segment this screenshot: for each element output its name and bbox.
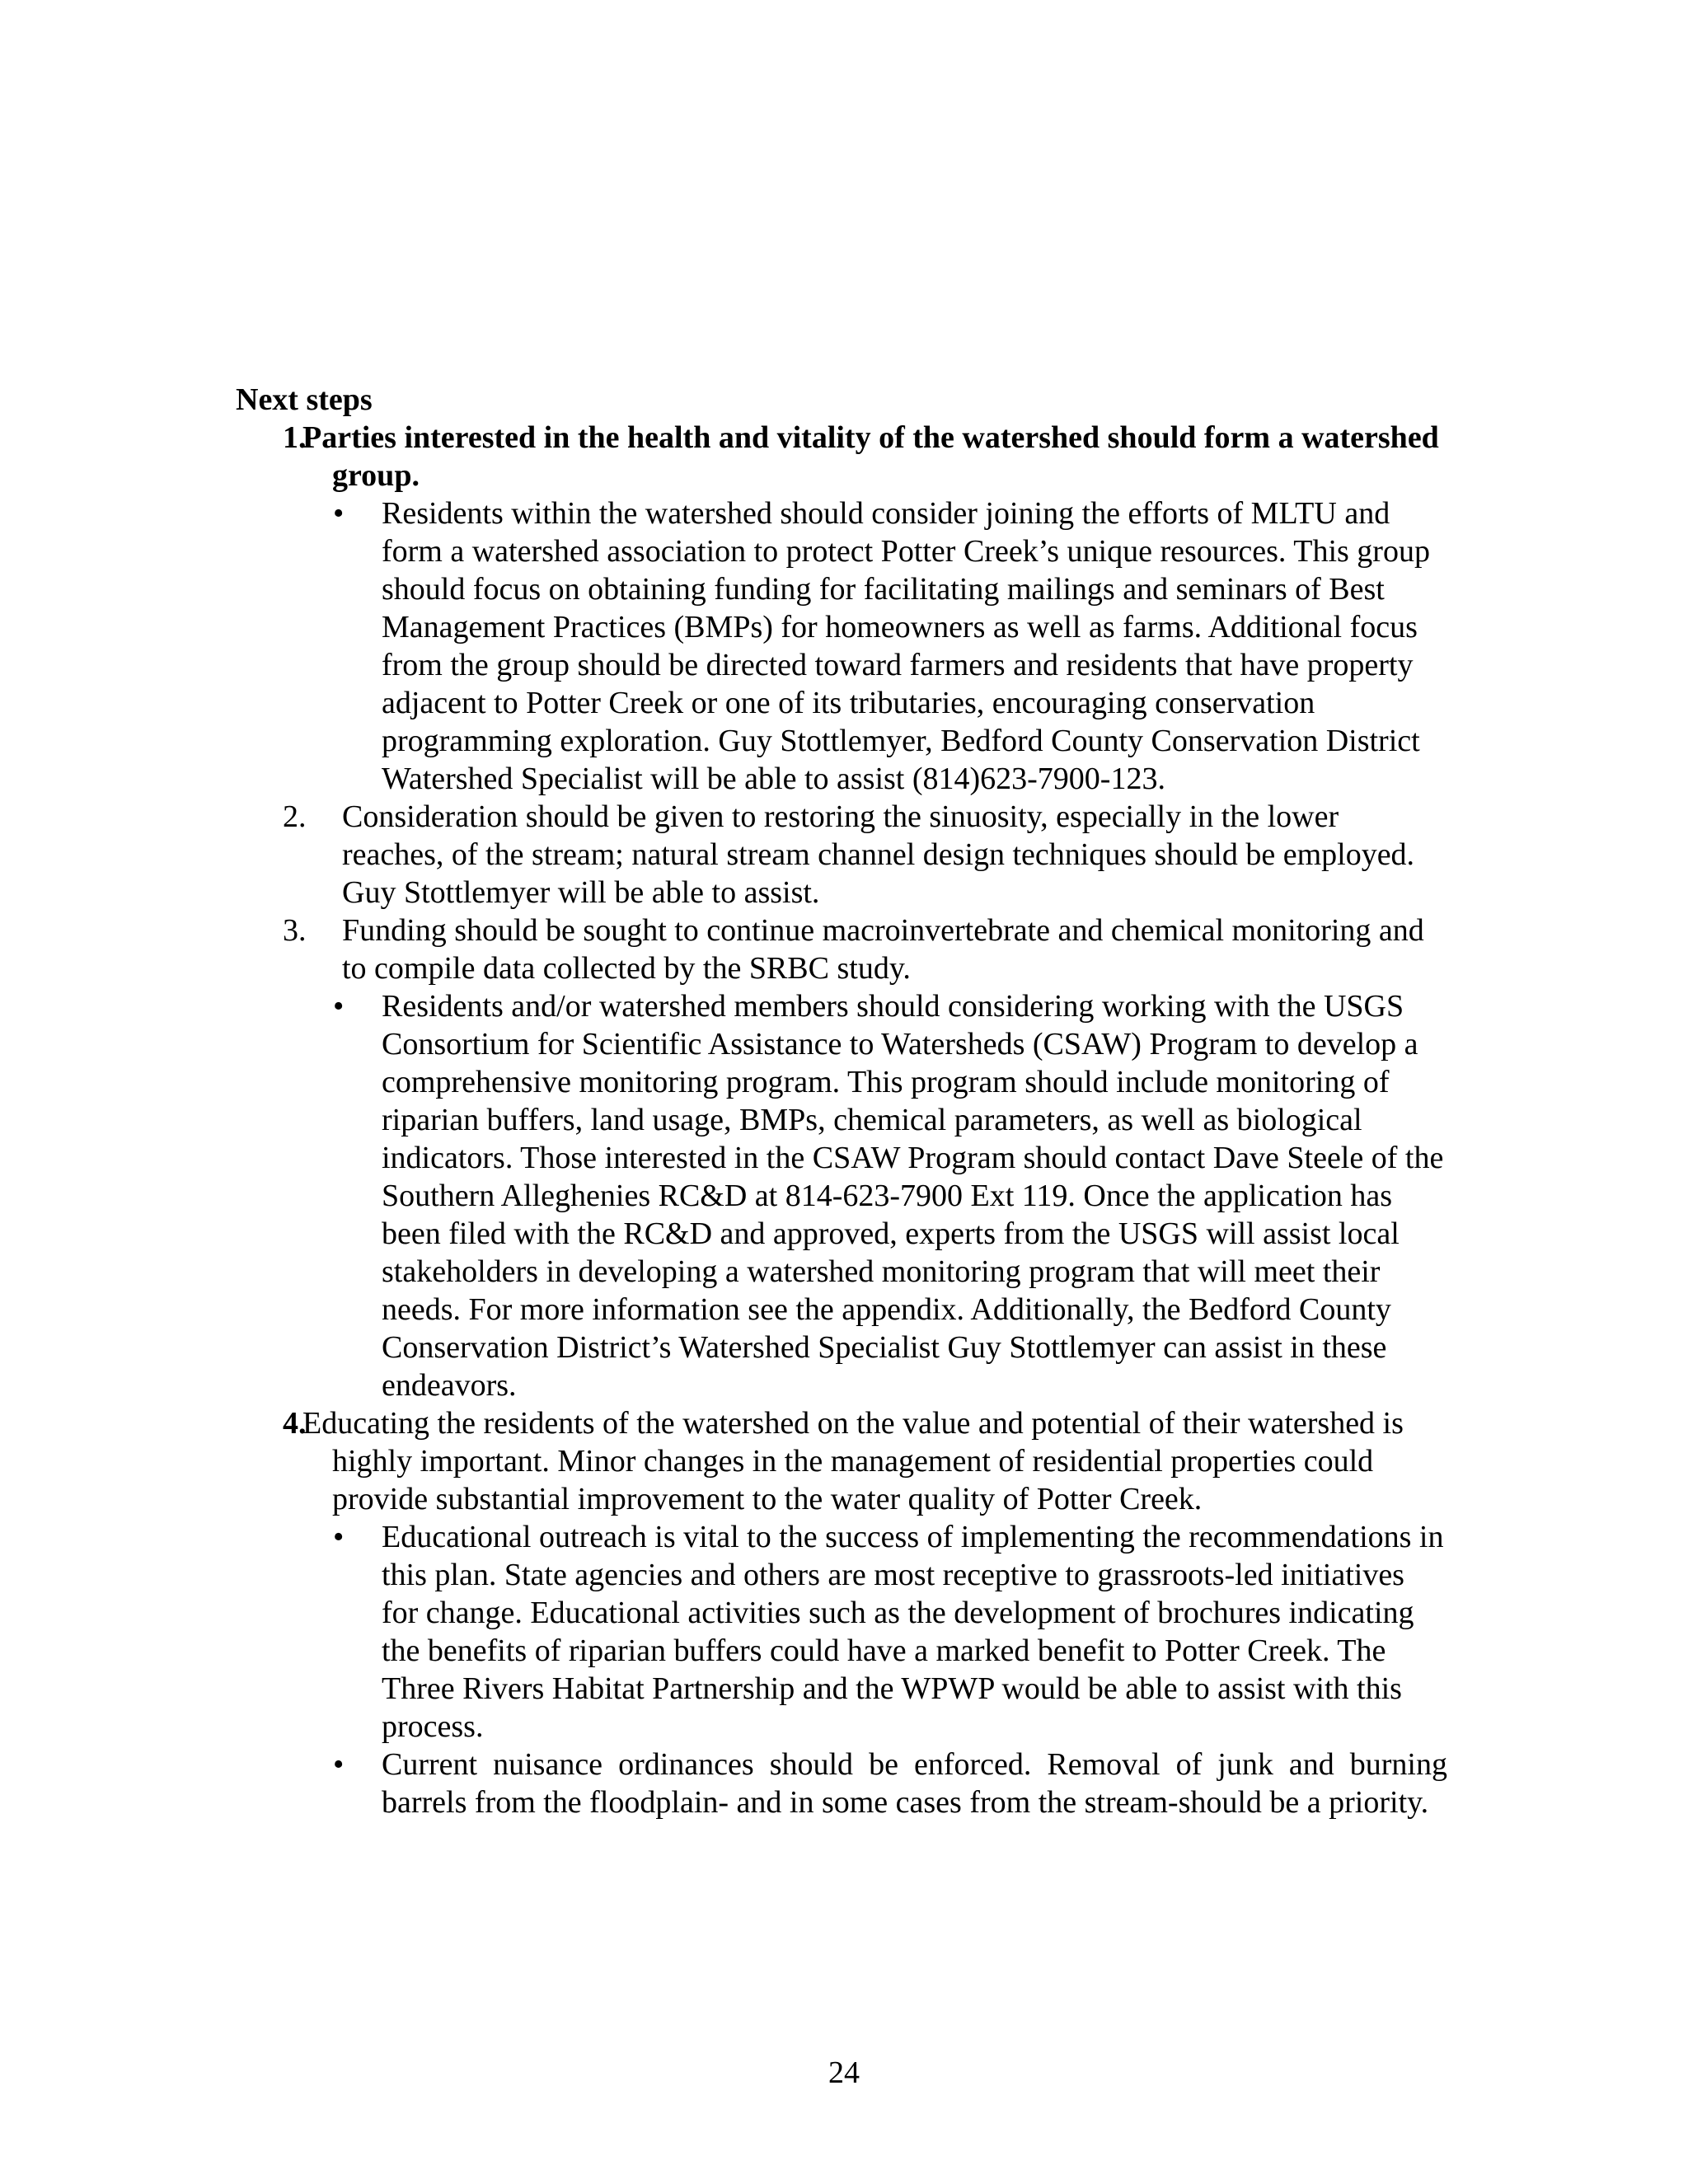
- step-3: [236, 912, 1447, 987]
- step-1: [236, 419, 1447, 494]
- step-text: Funding should be sought to continue macroinvertebrate and chemical monitoring and to compile data collected by the SRBC study.: [342, 913, 1424, 986]
- bullet-text: Residents within the watershed should consider joining the efforts of MLTU and form a watershed association to protect Potter Creek’s unique resources. This group should focus on obtaining funding for facilitating mailings and seminars of Best Management Practices (BMPs) for homeowners as well as farms. Additional focus from the group should be directed toward farmers and residents that have property adjacent to Potter Creek or one of its tributaries, encouraging conservation programming exploration. Guy Stottlemyer, Bedford County Conservation District Watershed Specialist will be able to assist (814)623-7900-123.: [382, 496, 1430, 796]
- page-body: [236, 381, 1447, 1821]
- list-item: [236, 987, 1447, 1404]
- bullet-text: Residents and/or watershed members should considering working with the USGS Consortium for Scientific Assistance to Watersheds (CSAW) Program to develop a comprehensive monitoring program. This program should include monitoring of riparian buffers, land usage, BMPs, chemical parameters, as well as biological indicators. Those interested in the CSAW Program should contact Dave Steele of the Southern Alleghenies RC&D at 814-623-7900 Ext 119. Once the application has been filed with the RC&D and approved, experts from the USGS will assist local stakeholders in developing a watershed monitoring program that will meet their needs. For more information see the appendix. Additionally, the Bedford County Conservation District’s Watershed Specialist Guy Stottlemyer can assist in these endeavors.: [382, 989, 1444, 1403]
- page-number: 24: [828, 2055, 860, 2090]
- bullet-icon: •: [333, 1520, 345, 1554]
- step-number: 1.: [283, 420, 307, 455]
- step-3-bullets: [236, 987, 1447, 1404]
- step-number: 3.: [283, 913, 307, 948]
- bullet-icon: •: [333, 1747, 345, 1782]
- list-item: [236, 1746, 1447, 1821]
- bullet-text: Current nuisance ordinances should be enforced. Removal of junk and burning barrels from the floodplain- and in some cases from the stream-should be a priority.: [382, 1747, 1447, 1820]
- step-1-bullets: [236, 494, 1447, 798]
- step-4: [236, 1404, 1447, 1518]
- bullet-text: Educational outreach is vital to the success of implementing the recommendations in this plan. State agencies and others are most receptive to grassroots-led initiatives for change. Educational activities such as the development of brochures indicating the benefits of riparian buffers could have a marked benefit to Potter Creek. The Three Rivers Habitat Partnership and the WPWP would be able to assist with this process.: [382, 1520, 1444, 1744]
- bullet-icon: •: [333, 496, 345, 531]
- list-item: [236, 1518, 1447, 1746]
- step-text: Educating the residents of the watershed on the value and potential of their watershed is highly important. Minor changes in the management of residential properties could provide substantial improvement to the water quality of Potter Creek.: [302, 1406, 1404, 1516]
- list-item: [236, 494, 1447, 798]
- step-number: 4.: [283, 1406, 307, 1441]
- section-heading: Next steps: [236, 382, 373, 417]
- step-4-bullets: [236, 1518, 1447, 1821]
- step-2: [236, 798, 1447, 912]
- step-text: Consideration should be given to restoring the sinuosity, especially in the lower reaches, of the stream; natural stream channel design techniques should be employed. Guy Stottlemyer will be able to assist.: [342, 799, 1415, 910]
- step-number: 2.: [283, 799, 307, 834]
- bullet-icon: •: [333, 989, 345, 1024]
- step-text: Parties interested in the health and vitality of the watershed should form a watershed group.: [302, 420, 1439, 493]
